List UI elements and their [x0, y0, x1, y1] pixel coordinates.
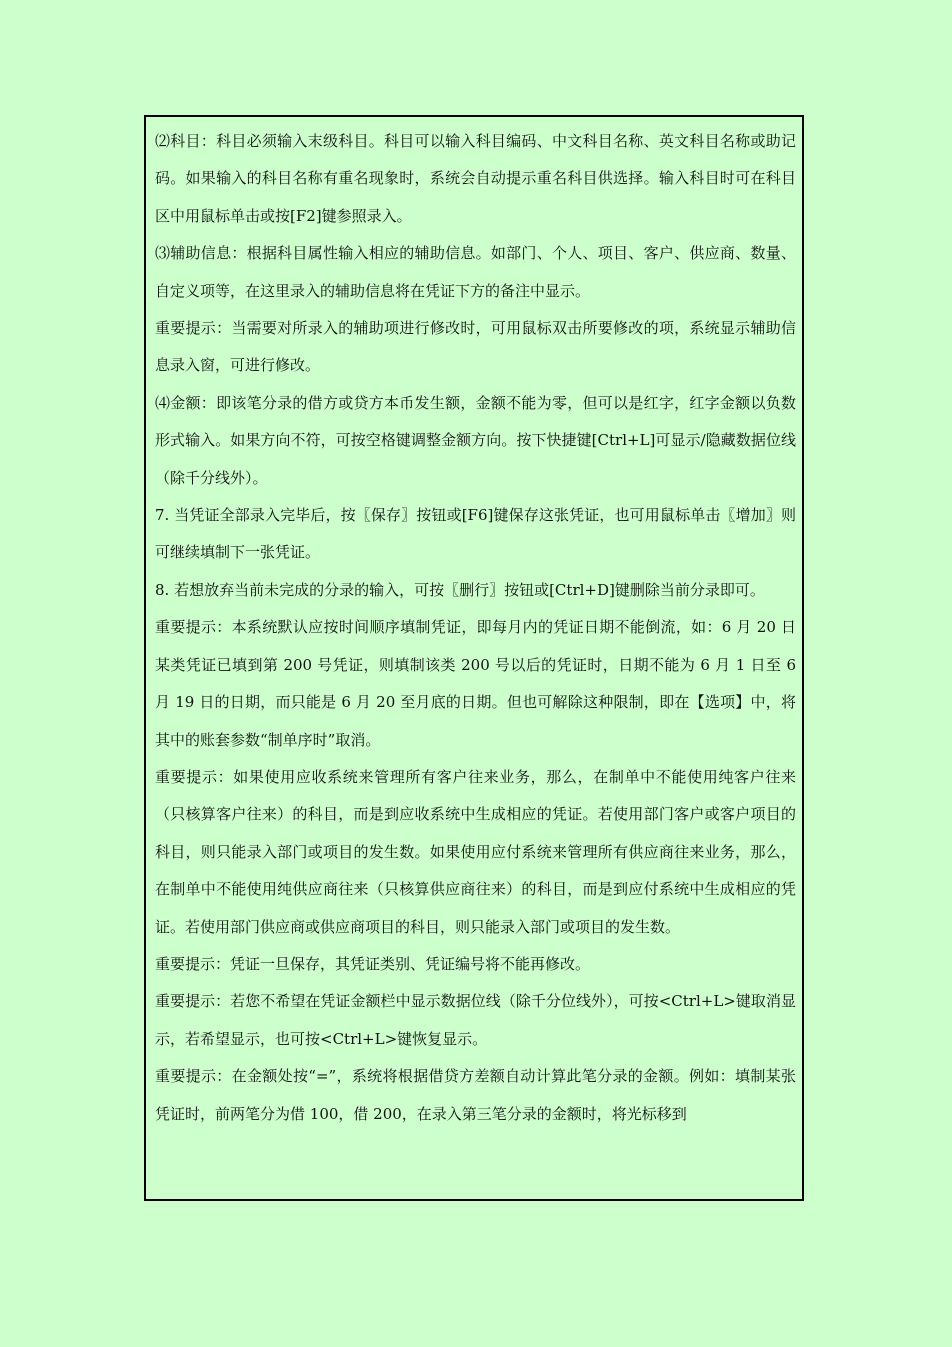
paragraph-step-7: 7. 当凭证全部录入完毕后，按〖保存〗按钮或[F6]键保存这张凭证，也可用鼠标单击〖增加〗则可继续填制下一张凭证。	[155, 506, 796, 562]
paragraph-amount: ⑷金额：即该笔分录的借方或贷方本币发生额，金额不能为零，但可以是红字，红字金额以负数形式输入。如果方向不符，可按空格键调整金额方向。按下快捷键[Ctrl+L]可显示/隐藏数据位线（除千分线外）。	[155, 393, 796, 487]
paragraph-auxiliary-info: ⑶辅助信息：根据科目属性输入相应的辅助信息。如部门、个人、项目、客户、供应商、数量、自定义项等，在这里录入的辅助信息将在凭证下方的备注中显示。	[155, 244, 796, 300]
paragraph-tip-data-lines: 重要提示：若您不希望在凭证金额栏中显示数据位线（除千分位线外），可按<Ctrl+L>键取消显示，若希望显示，也可按<Ctrl+L>键恢复显示。	[155, 992, 796, 1048]
paragraph-tip-equals-key: 重要提示：在金额处按“=”，系统将根据借贷方差额自动计算此笔分录的金额。例如：填制某张凭证时，前两笔分为借 100，借 200，在录入第三笔分录的金额时，将光标移到	[155, 1067, 796, 1123]
paragraph-tip-saved-voucher: 重要提示：凭证一旦保存，其凭证类别、凭证编号将不能再修改。	[155, 954, 591, 973]
paragraph-subject: ⑵科目：科目必须输入末级科目。科目可以输入科目编码、中文科目名称、英文科目名称或助记码。如果输入的科目名称有重名现象时，系统会自动提示重名科目供选择。输入科目时可在科目区中用鼠标单击或按[F2]键参照录入。	[155, 132, 796, 225]
paragraph-tip-auxiliary-edit: 重要提示：当需要对所录入的辅助项进行修改时，可用鼠标双击所要修改的项，系统显示辅助信息录入窗，可进行修改。	[155, 319, 796, 375]
paragraph-tip-receivable-payable: 重要提示：如果使用应收系统来管理所有客户往来业务，那么，在制单中不能使用纯客户往来（只核算客户往来）的科目，而是到应收系统中生成相应的凭证。若使用部门客户或客户项目的科目，则只能录入部门或项目的发生数。如果使用应付系统来管理所有供应商往来业务，那么，在制单中不能使用纯供应商往来（只核算供应商往来）的科目，而是到应付系统中生成相应的凭证。若使用部门供应商或供应商项目的科目，则只能录入部门或项目的发生数。	[155, 767, 796, 936]
content-box	[144, 115, 804, 1201]
paragraph-tip-date-order: 重要提示：本系统默认应按时间顺序填制凭证，即每月内的凭证日期不能倒流，如：6 月 20 日某类凭证已填到第 200 号凭证，则填制该类 200 号以后的凭证时，日期不能为 6 月 1 日至 6 月 19 日的日期，而只能是 6 月 20 至月底的日期。但也可解除这种限制，即在【选项】中，将其中的账套参数“制单序时”取消。	[155, 618, 796, 749]
paragraph-step-8: 8. 若想放弃当前未完成的分录的输入，可按〖删行〗按钮或[Ctrl+D]键删除当前分录即可。	[155, 580, 765, 599]
